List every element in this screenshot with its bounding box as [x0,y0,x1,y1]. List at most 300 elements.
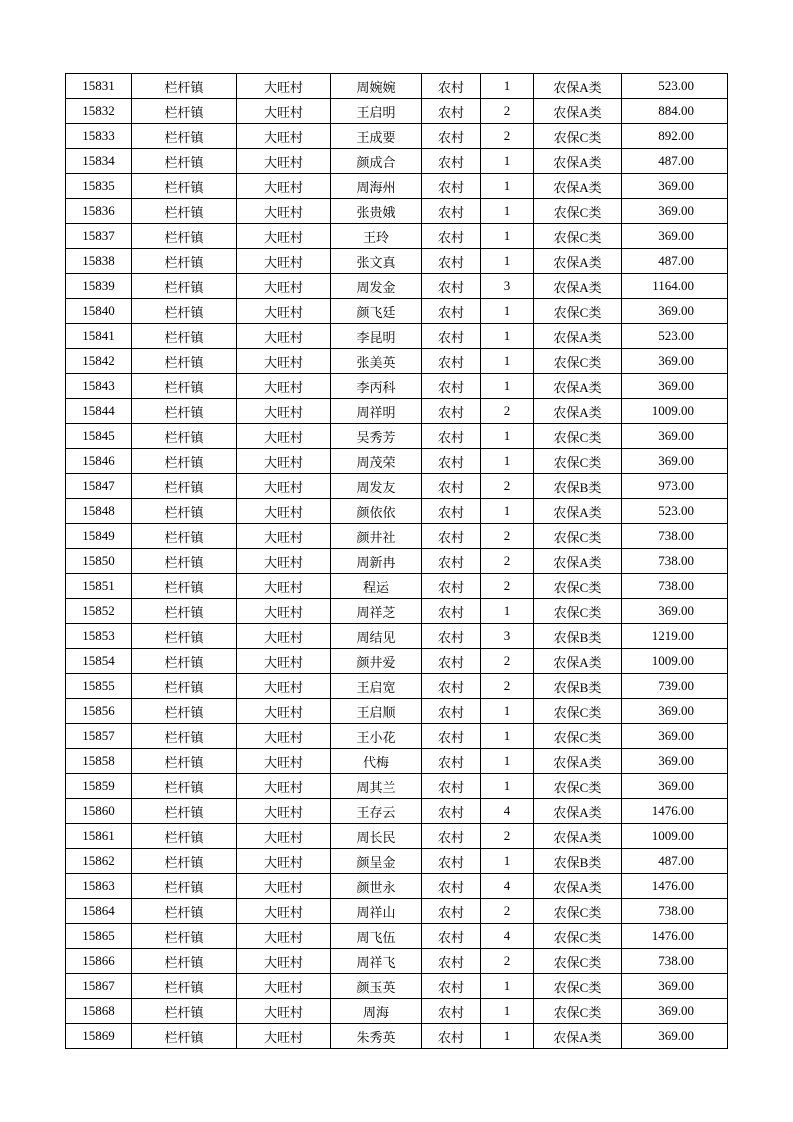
cell-area-type: 农村 [422,249,481,274]
cell-name: 周祥飞 [331,949,422,974]
table-row [66,799,728,824]
cell-name: 周婉婉 [331,74,422,99]
cell-area-type: 农村 [422,449,481,474]
cell-amount: 1009.00 [622,649,728,674]
cell-insurance-category: 农保A类 [534,1024,622,1049]
cell-area-type: 农村 [422,724,481,749]
table-row [66,249,728,274]
cell-name: 周长民 [331,824,422,849]
cell-id: 15843 [66,374,132,399]
cell-id: 15849 [66,524,132,549]
cell-town: 栏杆镇 [132,324,237,349]
cell-village: 大旺村 [237,774,331,799]
cell-insurance-category: 农保C类 [534,699,622,724]
cell-person-count: 1 [481,499,534,524]
cell-name: 周祥芝 [331,599,422,624]
cell-name: 王成要 [331,124,422,149]
cell-area-type: 农村 [422,299,481,324]
cell-village: 大旺村 [237,249,331,274]
cell-village: 大旺村 [237,374,331,399]
cell-town: 栏杆镇 [132,624,237,649]
cell-area-type: 农村 [422,99,481,124]
cell-person-count: 1 [481,299,534,324]
cell-insurance-category: 农保A类 [534,149,622,174]
cell-id: 15868 [66,999,132,1024]
cell-amount: 487.00 [622,249,728,274]
cell-id: 15847 [66,474,132,499]
table-row [66,624,728,649]
cell-village: 大旺村 [237,949,331,974]
cell-village: 大旺村 [237,724,331,749]
cell-village: 大旺村 [237,874,331,899]
cell-area-type: 农村 [422,274,481,299]
cell-name: 王启宽 [331,674,422,699]
cell-amount: 1476.00 [622,799,728,824]
cell-name: 王玲 [331,224,422,249]
cell-id: 15832 [66,99,132,124]
cell-village: 大旺村 [237,399,331,424]
cell-name: 程运 [331,574,422,599]
cell-area-type: 农村 [422,649,481,674]
cell-amount: 739.00 [622,674,728,699]
table-row [66,199,728,224]
table-row [66,724,728,749]
cell-person-count: 1 [481,999,534,1024]
table-row [66,499,728,524]
cell-name: 颜依依 [331,499,422,524]
cell-area-type: 农村 [422,549,481,574]
cell-id: 15850 [66,549,132,574]
cell-area-type: 农村 [422,474,481,499]
cell-town: 栏杆镇 [132,674,237,699]
cell-name: 张美英 [331,349,422,374]
cell-person-count: 2 [481,899,534,924]
cell-town: 栏杆镇 [132,749,237,774]
cell-area-type: 农村 [422,624,481,649]
cell-id: 15844 [66,399,132,424]
cell-town: 栏杆镇 [132,699,237,724]
cell-village: 大旺村 [237,849,331,874]
cell-name: 朱秀英 [331,1024,422,1049]
cell-village: 大旺村 [237,124,331,149]
cell-person-count: 2 [481,674,534,699]
cell-insurance-category: 农保A类 [534,649,622,674]
cell-person-count: 2 [481,949,534,974]
cell-insurance-category: 农保A类 [534,549,622,574]
cell-area-type: 农村 [422,799,481,824]
cell-town: 栏杆镇 [132,949,237,974]
cell-id: 15864 [66,899,132,924]
cell-area-type: 农村 [422,699,481,724]
cell-id: 15838 [66,249,132,274]
cell-id: 15839 [66,274,132,299]
table-row [66,824,728,849]
cell-town: 栏杆镇 [132,249,237,274]
cell-town: 栏杆镇 [132,974,237,999]
cell-area-type: 农村 [422,899,481,924]
cell-town: 栏杆镇 [132,899,237,924]
cell-name: 颜呈金 [331,849,422,874]
cell-town: 栏杆镇 [132,299,237,324]
cell-village: 大旺村 [237,699,331,724]
table-row [66,674,728,699]
cell-insurance-category: 农保C类 [534,199,622,224]
cell-village: 大旺村 [237,799,331,824]
cell-insurance-category: 农保A类 [534,499,622,524]
cell-person-count: 2 [481,649,534,674]
table-row [66,399,728,424]
cell-id: 15859 [66,774,132,799]
cell-id: 15869 [66,1024,132,1049]
cell-amount: 487.00 [622,149,728,174]
cell-insurance-category: 农保B类 [534,624,622,649]
cell-person-count: 1 [481,599,534,624]
cell-amount: 369.00 [622,349,728,374]
cell-insurance-category: 农保A类 [534,74,622,99]
cell-id: 15846 [66,449,132,474]
cell-name: 颜井社 [331,524,422,549]
cell-id: 15837 [66,224,132,249]
cell-area-type: 农村 [422,824,481,849]
cell-village: 大旺村 [237,474,331,499]
cell-village: 大旺村 [237,449,331,474]
cell-area-type: 农村 [422,1024,481,1049]
table-row [66,749,728,774]
cell-village: 大旺村 [237,424,331,449]
cell-town: 栏杆镇 [132,149,237,174]
cell-area-type: 农村 [422,974,481,999]
cell-village: 大旺村 [237,349,331,374]
cell-name: 周海 [331,999,422,1024]
cell-amount: 369.00 [622,299,728,324]
table-row [66,699,728,724]
cell-id: 15860 [66,799,132,824]
table-row [66,274,728,299]
cell-town: 栏杆镇 [132,374,237,399]
cell-insurance-category: 农保A类 [534,374,622,399]
cell-amount: 523.00 [622,499,728,524]
cell-area-type: 农村 [422,849,481,874]
cell-amount: 369.00 [622,424,728,449]
cell-area-type: 农村 [422,749,481,774]
cell-name: 周祥山 [331,899,422,924]
cell-id: 15835 [66,174,132,199]
table-row [66,574,728,599]
cell-amount: 369.00 [622,974,728,999]
cell-person-count: 1 [481,224,534,249]
cell-amount: 487.00 [622,849,728,874]
cell-amount: 369.00 [622,1024,728,1049]
cell-amount: 369.00 [622,174,728,199]
table-row [66,899,728,924]
cell-name: 颜世永 [331,874,422,899]
cell-town: 栏杆镇 [132,449,237,474]
cell-area-type: 农村 [422,674,481,699]
cell-area-type: 农村 [422,499,481,524]
cell-id: 15842 [66,349,132,374]
table-row [66,224,728,249]
table-row [66,74,728,99]
cell-amount: 523.00 [622,324,728,349]
cell-town: 栏杆镇 [132,874,237,899]
cell-insurance-category: 农保C类 [534,899,622,924]
cell-id: 15833 [66,124,132,149]
cell-area-type: 农村 [422,949,481,974]
table-row [66,549,728,574]
cell-person-count: 2 [481,574,534,599]
cell-person-count: 1 [481,449,534,474]
cell-town: 栏杆镇 [132,924,237,949]
cell-area-type: 农村 [422,774,481,799]
cell-insurance-category: 农保C类 [534,924,622,949]
cell-person-count: 4 [481,924,534,949]
table-row [66,449,728,474]
cell-amount: 369.00 [622,199,728,224]
cell-insurance-category: 农保A类 [534,249,622,274]
cell-name: 周新冉 [331,549,422,574]
cell-person-count: 1 [481,699,534,724]
cell-insurance-category: 农保C类 [534,774,622,799]
cell-id: 15841 [66,324,132,349]
cell-id: 15861 [66,824,132,849]
cell-insurance-category: 农保B类 [534,849,622,874]
cell-id: 15831 [66,74,132,99]
cell-amount: 892.00 [622,124,728,149]
cell-person-count: 1 [481,174,534,199]
cell-village: 大旺村 [237,599,331,624]
cell-insurance-category: 农保A类 [534,399,622,424]
cell-village: 大旺村 [237,74,331,99]
cell-name: 张文真 [331,249,422,274]
cell-town: 栏杆镇 [132,499,237,524]
cell-insurance-category: 农保C类 [534,424,622,449]
cell-amount: 973.00 [622,474,728,499]
cell-amount: 738.00 [622,949,728,974]
cell-id: 15855 [66,674,132,699]
cell-id: 15853 [66,624,132,649]
cell-insurance-category: 农保A类 [534,274,622,299]
cell-village: 大旺村 [237,749,331,774]
cell-insurance-category: 农保C类 [534,349,622,374]
cell-amount: 884.00 [622,99,728,124]
cell-name: 吴秀芳 [331,424,422,449]
cell-area-type: 农村 [422,349,481,374]
cell-name: 王启顺 [331,699,422,724]
cell-village: 大旺村 [237,974,331,999]
cell-amount: 369.00 [622,374,728,399]
cell-person-count: 1 [481,974,534,999]
cell-insurance-category: 农保C类 [534,974,622,999]
cell-insurance-category: 农保C类 [534,299,622,324]
cell-amount: 369.00 [622,699,728,724]
cell-person-count: 1 [481,424,534,449]
cell-amount: 1219.00 [622,624,728,649]
cell-town: 栏杆镇 [132,474,237,499]
table-row [66,474,728,499]
cell-village: 大旺村 [237,99,331,124]
cell-person-count: 1 [481,849,534,874]
cell-town: 栏杆镇 [132,174,237,199]
cell-insurance-category: 农保C类 [534,574,622,599]
cell-area-type: 农村 [422,199,481,224]
cell-insurance-category: 农保A类 [534,799,622,824]
table-row [66,849,728,874]
cell-area-type: 农村 [422,524,481,549]
cell-id: 15854 [66,649,132,674]
cell-id: 15840 [66,299,132,324]
cell-amount: 1476.00 [622,874,728,899]
cell-insurance-category: 农保A类 [534,324,622,349]
cell-village: 大旺村 [237,224,331,249]
cell-town: 栏杆镇 [132,1024,237,1049]
cell-id: 15862 [66,849,132,874]
cell-town: 栏杆镇 [132,424,237,449]
cell-insurance-category: 农保C类 [534,599,622,624]
cell-area-type: 农村 [422,74,481,99]
cell-name: 颜成合 [331,149,422,174]
cell-amount: 738.00 [622,899,728,924]
cell-area-type: 农村 [422,374,481,399]
cell-person-count: 1 [481,149,534,174]
cell-town: 栏杆镇 [132,999,237,1024]
cell-name: 周发金 [331,274,422,299]
cell-id: 15834 [66,149,132,174]
cell-person-count: 2 [481,524,534,549]
cell-name: 周祥明 [331,399,422,424]
table-row [66,974,728,999]
table-row [66,349,728,374]
cell-area-type: 农村 [422,874,481,899]
cell-insurance-category: 农保B类 [534,674,622,699]
cell-village: 大旺村 [237,1024,331,1049]
cell-name: 颜井爱 [331,649,422,674]
cell-id: 15851 [66,574,132,599]
cell-person-count: 1 [481,724,534,749]
cell-name: 周发友 [331,474,422,499]
cell-amount: 738.00 [622,574,728,599]
cell-id: 15866 [66,949,132,974]
cell-area-type: 农村 [422,174,481,199]
cell-person-count: 4 [481,874,534,899]
cell-town: 栏杆镇 [132,99,237,124]
cell-amount: 738.00 [622,549,728,574]
cell-insurance-category: 农保C类 [534,949,622,974]
cell-person-count: 1 [481,774,534,799]
cell-insurance-category: 农保A类 [534,874,622,899]
cell-person-count: 4 [481,799,534,824]
cell-amount: 369.00 [622,224,728,249]
table-row [66,149,728,174]
table-row [66,924,728,949]
cell-village: 大旺村 [237,899,331,924]
table-row [66,599,728,624]
cell-amount: 369.00 [622,999,728,1024]
table-body [66,74,728,1049]
table-row [66,374,728,399]
cell-person-count: 1 [481,1024,534,1049]
table-row [66,774,728,799]
table-row [66,99,728,124]
cell-area-type: 农村 [422,424,481,449]
cell-insurance-category: 农保C类 [534,449,622,474]
cell-village: 大旺村 [237,149,331,174]
cell-town: 栏杆镇 [132,649,237,674]
cell-town: 栏杆镇 [132,824,237,849]
cell-name: 周茂荣 [331,449,422,474]
table-row [66,999,728,1024]
cell-insurance-category: 农保A类 [534,99,622,124]
cell-area-type: 农村 [422,599,481,624]
cell-amount: 1009.00 [622,824,728,849]
table-row [66,874,728,899]
cell-village: 大旺村 [237,924,331,949]
cell-town: 栏杆镇 [132,849,237,874]
cell-person-count: 1 [481,249,534,274]
cell-town: 栏杆镇 [132,274,237,299]
cell-name: 王启明 [331,99,422,124]
cell-insurance-category: 农保C类 [534,724,622,749]
cell-insurance-category: 农保C类 [534,124,622,149]
cell-insurance-category: 农保A类 [534,174,622,199]
cell-town: 栏杆镇 [132,224,237,249]
cell-town: 栏杆镇 [132,524,237,549]
cell-name: 王存云 [331,799,422,824]
cell-name: 王小花 [331,724,422,749]
cell-person-count: 3 [481,274,534,299]
table-row [66,124,728,149]
cell-village: 大旺村 [237,649,331,674]
cell-name: 张贵娥 [331,199,422,224]
cell-person-count: 2 [481,124,534,149]
cell-person-count: 3 [481,624,534,649]
cell-amount: 523.00 [622,74,728,99]
cell-area-type: 农村 [422,149,481,174]
cell-amount: 369.00 [622,599,728,624]
cell-person-count: 2 [481,824,534,849]
cell-area-type: 农村 [422,224,481,249]
cell-area-type: 农村 [422,924,481,949]
cell-name: 周飞伍 [331,924,422,949]
cell-town: 栏杆镇 [132,724,237,749]
cell-town: 栏杆镇 [132,799,237,824]
table-row [66,299,728,324]
table-row [66,649,728,674]
table-row [66,324,728,349]
cell-village: 大旺村 [237,199,331,224]
records-table [65,73,728,1049]
cell-id: 15836 [66,199,132,224]
cell-town: 栏杆镇 [132,74,237,99]
cell-person-count: 1 [481,374,534,399]
cell-id: 15856 [66,699,132,724]
cell-insurance-category: 农保A类 [534,824,622,849]
cell-person-count: 1 [481,74,534,99]
cell-area-type: 农村 [422,399,481,424]
cell-amount: 1476.00 [622,924,728,949]
table-row [66,174,728,199]
table-row [66,1024,728,1049]
cell-person-count: 1 [481,324,534,349]
table-row [66,949,728,974]
cell-person-count: 2 [481,99,534,124]
cell-name: 周结见 [331,624,422,649]
cell-village: 大旺村 [237,324,331,349]
cell-town: 栏杆镇 [132,599,237,624]
cell-amount: 369.00 [622,724,728,749]
cell-amount: 1009.00 [622,399,728,424]
cell-name: 李昆明 [331,324,422,349]
cell-town: 栏杆镇 [132,774,237,799]
